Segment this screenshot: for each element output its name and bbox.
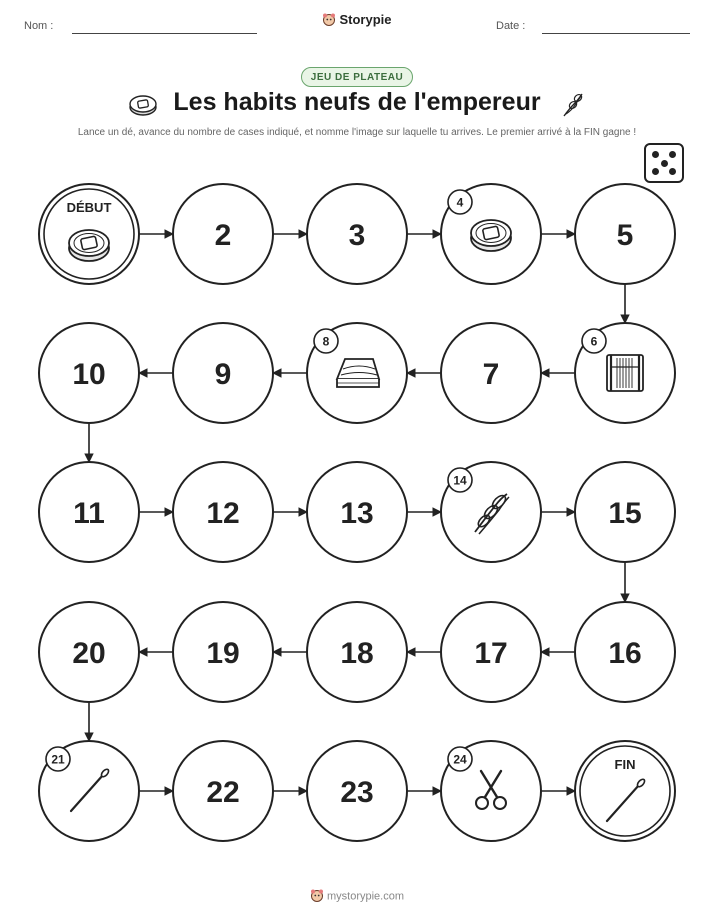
storypie-logo-icon [310,888,324,905]
name-label: Nom : [24,20,54,32]
cell-number: 5 [616,219,634,252]
cell-number: 9 [214,358,232,391]
loom-icon [607,355,643,391]
cell-label: FIN [614,757,636,772]
folded-cloth-icon [337,359,379,387]
board-cell-15 [575,462,675,562]
board-cell-11 [39,462,139,562]
cell-number-tag: 14 [453,473,467,488]
page-title: Les habits neufs de l'empereur [173,88,541,116]
board-cell-13 [307,462,407,562]
cell-number: 20 [72,637,106,670]
cell-number: 7 [482,358,500,391]
cell-number: 15 [608,497,642,530]
cell-number: 16 [608,637,642,670]
board-cell-1 [39,184,139,284]
board-cell-14 [441,462,541,562]
cell-number-tag: 21 [51,752,65,767]
board-cell-20 [39,602,139,702]
board-cell-8 [307,323,407,423]
cell-number: 12 [206,497,240,530]
cell-number: 23 [340,776,374,809]
board-cell-18 [307,602,407,702]
cell-number: 13 [340,497,374,530]
cell-number-tag: 24 [453,752,467,767]
board-cell-2 [173,184,273,284]
date-label: Date : [496,20,526,32]
brand-name: Storypie [339,12,392,27]
board-cell-6 [575,323,675,423]
board-cell-3 [307,184,407,284]
board-cell-16 [575,602,675,702]
footer-url: mystorypie.com [326,890,405,903]
board-cell-19 [173,602,273,702]
cell-number: 3 [348,219,366,252]
board-cells [39,184,675,841]
board-cell-12 [173,462,273,562]
instructions: Lance un dé, avance du nombre de cases indiqué, et nomme l'image sur laquelle tu arrives. Le premier arrivé à la FIN gagne ! [77,127,637,138]
board-cell-10 [39,323,139,423]
cell-number: 17 [474,637,508,670]
coin-icon [69,230,109,261]
coin-icon [471,220,511,251]
board-cell-22 [173,741,273,841]
board-cell-24 [441,741,541,841]
cell-number: 11 [73,497,105,530]
cell-number: 2 [214,219,232,252]
cell-number: 19 [206,637,240,670]
cell-number: 22 [206,776,240,809]
board-cell-25 [575,741,675,841]
board-cell-7 [441,323,541,423]
category-badge: JEU DE PLATEAU [301,67,413,87]
board-cell-23 [307,741,407,841]
cell-number: 10 [72,358,106,391]
board-cell-21 [39,741,139,841]
board-cell-9 [173,323,273,423]
cell-label: DÉBUT [66,200,112,215]
cell-number: 18 [340,637,374,670]
cell-number-tag: 6 [590,334,598,349]
cell-number-tag: 8 [322,334,330,349]
cell-number-tag: 4 [456,195,464,210]
footer [0,888,714,905]
board-cell-4 [441,184,541,284]
board-cell-5 [575,184,675,284]
board-cell-17 [441,602,541,702]
